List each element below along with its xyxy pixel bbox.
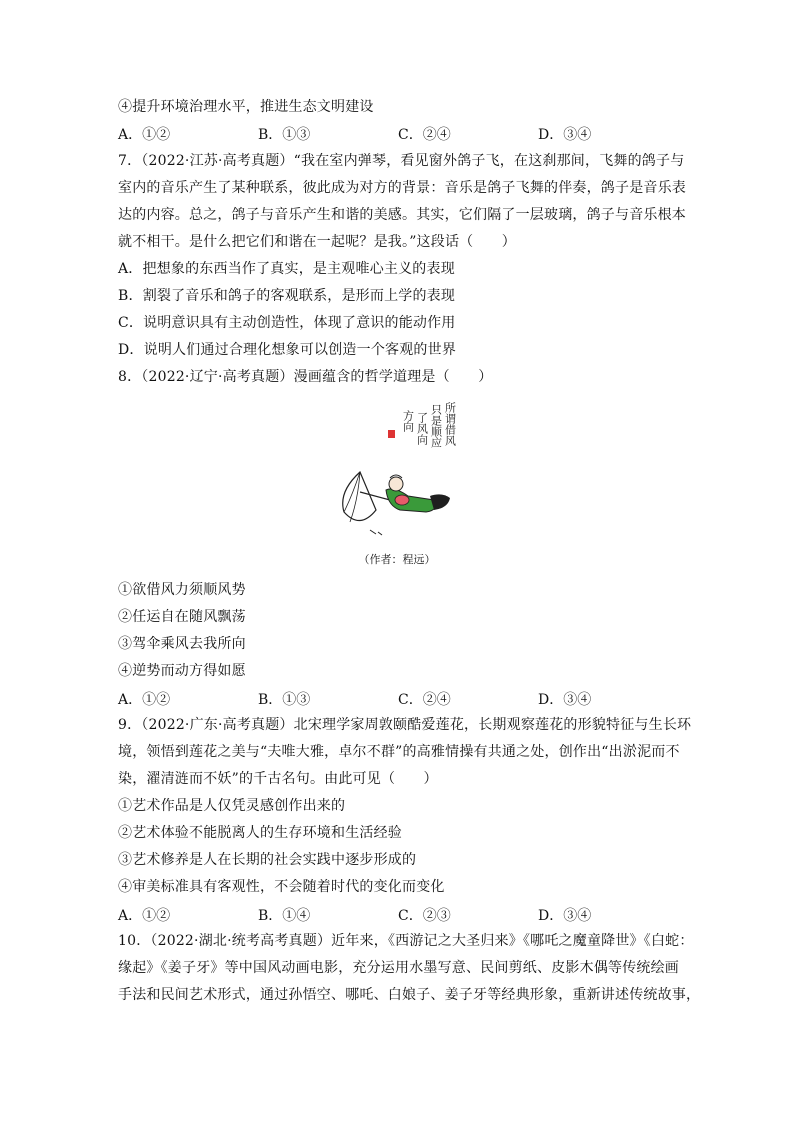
q6-options xyxy=(118,124,678,144)
q6-item-4: ④提升环境治理水平，推进生态文明建设 xyxy=(118,99,374,115)
q9-item-2: ②艺术体验不能脱离人的生存环境和生活经验 xyxy=(118,825,402,841)
q9-option-c[interactable]: C．②③ xyxy=(398,908,451,924)
q7-stem-line-2: 室内的音乐产生了某种联系，彼此成为对方的背景：音乐是鸽子飞舞的伴奏，鸽子是音乐表 xyxy=(118,180,686,196)
comic-seal xyxy=(388,430,395,438)
q7-stem-line-1: 7．（2022·江苏·高考真题）“我在室内弹琴，看见窗外鸽子飞，在这刹那间，飞舞的鸽子与 xyxy=(118,153,685,169)
q8-item-1: ①欲借风力须顺风势 xyxy=(118,582,246,598)
comic-text-col-3: 了风向 xyxy=(415,412,429,445)
q9-stem-line-1: 9．（2022·广东·高考真题）北宋理学家周敦颐酷爱莲花，长期观察莲花的形貌特征与生长环 xyxy=(118,717,692,733)
q9-stem-line-3: 染，濯清涟而不妖”的千古名句。由此可见（ ） xyxy=(118,771,438,787)
q8-option-d[interactable]: D．③④ xyxy=(538,692,592,708)
comic-drawing xyxy=(330,392,470,552)
q7-choice-b[interactable]: B．割裂了音乐和鸽子的客观联系，是形而上学的表现 xyxy=(118,288,456,304)
q8-item-4: ④逆势而动方得如愿 xyxy=(118,663,246,679)
q7-stem-line-3: 达的内容。总之，鸽子与音乐产生和谐的美感。其实，它们隔了一层玻璃，鸽子与音乐根本 xyxy=(118,207,686,223)
q6-option-c[interactable]: C．②④ xyxy=(398,127,451,143)
q9-item-1: ①艺术作品是人仅凭灵感创作出来的 xyxy=(118,798,346,814)
q7-choice-d[interactable]: D．说明人们通过合理化想象可以创造一个客观的世界 xyxy=(118,342,457,358)
q9-stem-line-2: 境，领悟到莲花之美与“夫唯大雅，卓尔不群”的高雅情操有共通之处，创作出“出淤泥而不 xyxy=(118,744,680,760)
q8-option-c[interactable]: C．②④ xyxy=(398,692,451,708)
q9-option-a[interactable]: A．①② xyxy=(118,908,171,924)
q8-option-a[interactable]: A．①② xyxy=(118,692,171,708)
q10-stem-line-3: 手法和民间艺术形式，通过孙悟空、哪吒、白娘子、姜子牙等经典形象，重新讲述传统故事， xyxy=(118,987,701,1003)
q7-choice-c[interactable]: C．说明意识具有主动创造性，体现了意识的能动作用 xyxy=(118,315,456,331)
q8-option-b[interactable]: B．①③ xyxy=(258,692,311,708)
q9-item-4: ④审美标准具有客观性，不会随着时代的变化而变化 xyxy=(118,879,445,895)
comic-text-col-1: 所谓借风 xyxy=(443,402,457,446)
q9-option-b[interactable]: B．①④ xyxy=(258,908,311,924)
q7-stem-line-4: 就不相干。是什么把它们和谐在一起呢？是我。”这段话（ ） xyxy=(118,234,516,250)
comic-caption: （作者：程远） xyxy=(358,553,436,566)
comic-text-col-4: 方向 xyxy=(401,410,415,432)
q6-option-a[interactable]: A．①② xyxy=(118,127,171,143)
q8-options xyxy=(118,689,678,709)
figure-body xyxy=(386,489,436,512)
q10-stem-line-1: 10．（2022·湖北·统考高考真题）近年来，《西游记之大圣归来》《哪吒之魔童降世》《白蛇： xyxy=(118,933,694,949)
q9-item-3: ③艺术修养是人在长期的社会实践中逐步形成的 xyxy=(118,852,417,868)
q10-stem-line-2: 缘起》《姜子牙》等中国风动画电影，充分运用水墨写意、民间剪纸、皮影木偶等传统绘画 xyxy=(118,960,679,976)
q8-stem: 8．（2022·辽宁·高考真题）漫画蕴含的哲学道理是（ ） xyxy=(118,369,493,385)
q6-option-d[interactable]: D．③④ xyxy=(538,127,592,143)
q7-choice-a[interactable]: A．把想象的东西当作了真实，是主观唯心主义的表现 xyxy=(118,261,455,277)
comic-text-col-2: 只是顺应 xyxy=(429,404,443,448)
figure-head xyxy=(389,477,403,491)
q8-item-3: ③驾伞乘风去我所向 xyxy=(118,636,246,652)
q9-option-d[interactable]: D．③④ xyxy=(538,908,592,924)
q6-option-b[interactable]: B．①③ xyxy=(258,127,311,143)
q8-item-2: ②任运自在随风飘荡 xyxy=(118,609,246,625)
q9-options xyxy=(118,905,678,925)
comic-image xyxy=(330,392,470,552)
